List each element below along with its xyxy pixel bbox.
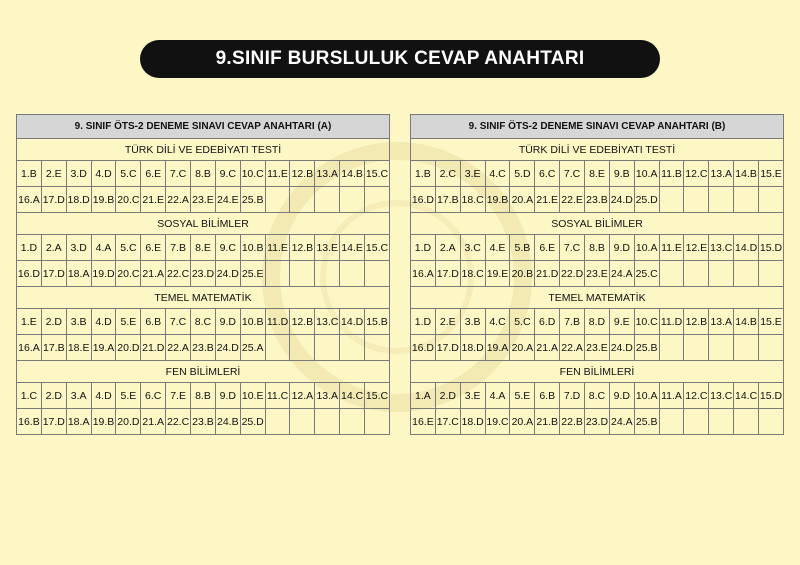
answer-cell: 25.D — [240, 409, 265, 435]
answer-cell: 6.B — [535, 383, 560, 409]
answer-cell: 21.E — [141, 187, 166, 213]
answer-cell: 25.A — [240, 335, 265, 361]
answer-cell: 12.B — [684, 309, 709, 335]
empty-cell — [734, 187, 759, 213]
answer-cell: 2.D — [435, 383, 460, 409]
answer-cell: 17.D — [41, 261, 66, 287]
answer-cell: 24.B — [215, 409, 240, 435]
answer-row — [17, 235, 390, 261]
answer-row — [411, 309, 784, 335]
section-title: SOSYAL BİLİMLER — [411, 213, 784, 235]
answer-cell: 16.E — [411, 409, 436, 435]
answer-cell: 20.C — [116, 261, 141, 287]
answer-cell: 17.C — [435, 409, 460, 435]
answer-cell: 20.D — [116, 335, 141, 361]
answer-cell: 23.B — [191, 409, 216, 435]
section-title: TÜRK DİLİ VE EDEBİYATI TESTİ — [411, 139, 784, 161]
section-title: FEN BİLİMLERİ — [17, 361, 390, 383]
answer-cell: 1.D — [411, 309, 436, 335]
answer-cell: 20.A — [510, 335, 535, 361]
answer-key-a — [16, 114, 390, 435]
answer-cell: 11.E — [265, 235, 290, 261]
answer-cell: 11.E — [659, 235, 684, 261]
answer-cell: 2.E — [435, 309, 460, 335]
answer-cell: 4.A — [485, 383, 510, 409]
answer-cell: 1.A — [411, 383, 436, 409]
answer-cell: 15.C — [365, 235, 390, 261]
empty-cell — [340, 409, 365, 435]
answer-cell: 18.C — [460, 187, 485, 213]
empty-cell — [265, 261, 290, 287]
answer-cell: 14.C — [340, 383, 365, 409]
answer-cell: 14.B — [734, 161, 759, 187]
answer-cell: 3.D — [66, 235, 91, 261]
answer-cell: 8.C — [585, 383, 610, 409]
section-title: TÜRK DİLİ VE EDEBİYATI TESTİ — [17, 139, 390, 161]
answer-cell: 19.C — [485, 409, 510, 435]
answer-cell: 23.B — [191, 335, 216, 361]
answer-cell: 8.B — [191, 383, 216, 409]
answer-row — [17, 261, 390, 287]
answer-cell: 25.E — [240, 261, 265, 287]
answer-cell: 5.C — [116, 235, 141, 261]
answer-cell: 18.E — [66, 335, 91, 361]
empty-cell — [290, 335, 315, 361]
answer-cell: 23.D — [585, 409, 610, 435]
answer-cell: 22.E — [560, 187, 585, 213]
answer-cell: 17.D — [41, 187, 66, 213]
answer-cell: 16.D — [411, 335, 436, 361]
answer-cell: 24.D — [215, 335, 240, 361]
answer-cell: 10.A — [634, 161, 659, 187]
empty-cell — [759, 335, 784, 361]
answer-cell: 10.A — [634, 383, 659, 409]
answer-cell: 3.E — [460, 161, 485, 187]
answer-cell: 22.A — [166, 335, 191, 361]
answer-cell: 8.E — [585, 161, 610, 187]
answer-cell: 5.E — [510, 383, 535, 409]
answer-cell: 24.E — [215, 187, 240, 213]
answer-cell: 12.B — [290, 309, 315, 335]
answer-cell: 4.D — [91, 309, 116, 335]
answer-cell: 7.C — [166, 161, 191, 187]
answer-cell: 16.B — [17, 409, 42, 435]
answer-cell: 24.D — [609, 187, 634, 213]
answer-cell: 22.A — [166, 187, 191, 213]
answer-cell: 15.E — [759, 161, 784, 187]
answer-cell: 13.C — [709, 235, 734, 261]
answer-cell: 5.C — [510, 309, 535, 335]
answer-cell: 22.B — [560, 409, 585, 435]
answer-cell: 4.D — [91, 383, 116, 409]
empty-cell — [265, 187, 290, 213]
answer-cell: 14.C — [734, 383, 759, 409]
answer-cell: 4.D — [91, 161, 116, 187]
answer-cell: 19.A — [91, 335, 116, 361]
answer-cell: 10.C — [634, 309, 659, 335]
answer-cell: 7.D — [560, 383, 585, 409]
answer-cell: 23.D — [191, 261, 216, 287]
answer-key-header: 9. SINIF ÖTS-2 DENEME SINAVI CEVAP ANAHTARI (B) — [411, 115, 784, 139]
answer-cell: 24.A — [609, 261, 634, 287]
answer-cell: 4.A — [91, 235, 116, 261]
answer-cell: 20.A — [510, 409, 535, 435]
answer-cell: 13.A — [315, 383, 340, 409]
answer-cell: 18.D — [66, 187, 91, 213]
answer-cell: 14.E — [340, 235, 365, 261]
answer-cell: 19.E — [485, 261, 510, 287]
answer-cell: 10.B — [240, 309, 265, 335]
answer-cell: 20.C — [116, 187, 141, 213]
answer-cell: 6.E — [141, 161, 166, 187]
answer-cell: 15.B — [365, 309, 390, 335]
answer-cell: 18.D — [460, 409, 485, 435]
empty-cell — [290, 187, 315, 213]
answer-cell: 10.A — [634, 235, 659, 261]
answer-cell: 9.D — [609, 383, 634, 409]
empty-cell — [290, 409, 315, 435]
empty-cell — [709, 261, 734, 287]
answer-cell: 25.B — [634, 335, 659, 361]
answer-cell: 1.B — [411, 161, 436, 187]
answer-cell: 24.D — [609, 335, 634, 361]
answer-row — [17, 309, 390, 335]
answer-row — [411, 161, 784, 187]
answer-row — [17, 409, 390, 435]
answer-cell: 21.B — [535, 409, 560, 435]
empty-cell — [365, 335, 390, 361]
answer-cell: 16.D — [17, 261, 42, 287]
answer-cell: 10.C — [240, 161, 265, 187]
answer-cell: 1.D — [411, 235, 436, 261]
answer-cell: 6.D — [535, 309, 560, 335]
empty-cell — [759, 261, 784, 287]
answer-cell: 20.A — [510, 187, 535, 213]
answer-cell: 11.A — [659, 383, 684, 409]
answer-cell: 3.B — [66, 309, 91, 335]
answer-cell: 1.D — [17, 235, 42, 261]
empty-cell — [734, 335, 759, 361]
answer-row — [411, 261, 784, 287]
answer-cell: 23.E — [585, 261, 610, 287]
answer-cell: 9.C — [215, 161, 240, 187]
answer-cell: 2.C — [435, 161, 460, 187]
answer-cell: 14.D — [734, 235, 759, 261]
answer-cell: 11.C — [265, 383, 290, 409]
answer-cell: 21.D — [141, 335, 166, 361]
answer-cell: 22.D — [560, 261, 585, 287]
answer-cell: 8.E — [191, 235, 216, 261]
answer-cell: 12.C — [684, 161, 709, 187]
answer-cell: 8.B — [191, 161, 216, 187]
answer-cell: 25.D — [634, 187, 659, 213]
answer-cell: 6.C — [535, 161, 560, 187]
answer-cell: 11.B — [659, 161, 684, 187]
answer-cell: 16.A — [411, 261, 436, 287]
answer-row — [17, 161, 390, 187]
answer-cell: 16.A — [17, 187, 42, 213]
answer-cell: 18.A — [66, 409, 91, 435]
empty-cell — [684, 187, 709, 213]
answer-cell: 15.C — [365, 161, 390, 187]
answer-cell: 18.C — [460, 261, 485, 287]
answer-cell: 13.A — [709, 161, 734, 187]
empty-cell — [709, 187, 734, 213]
empty-cell — [659, 187, 684, 213]
answer-cell: 21.E — [535, 187, 560, 213]
answer-cell: 16.D — [411, 187, 436, 213]
answer-cell: 6.C — [141, 383, 166, 409]
empty-cell — [659, 409, 684, 435]
answer-key-header: 9. SINIF ÖTS-2 DENEME SINAVI CEVAP ANAHTARI (A) — [17, 115, 390, 139]
empty-cell — [709, 335, 734, 361]
empty-cell — [684, 335, 709, 361]
answer-cell: 11.D — [265, 309, 290, 335]
answer-cell: 7.C — [560, 161, 585, 187]
answer-cell: 2.E — [41, 161, 66, 187]
empty-cell — [684, 409, 709, 435]
answer-cell: 6.B — [141, 309, 166, 335]
answer-cell: 2.D — [41, 309, 66, 335]
answer-cell: 2.D — [41, 383, 66, 409]
answer-cell: 24.A — [609, 409, 634, 435]
empty-cell — [340, 261, 365, 287]
empty-cell — [265, 409, 290, 435]
answer-row — [411, 187, 784, 213]
answer-cell: 25.B — [240, 187, 265, 213]
empty-cell — [315, 261, 340, 287]
empty-cell — [659, 335, 684, 361]
answer-cell: 1.B — [17, 161, 42, 187]
answer-cell: 3.D — [66, 161, 91, 187]
answer-cell: 13.E — [315, 235, 340, 261]
answer-cell: 14.D — [340, 309, 365, 335]
answer-cell: 13.A — [709, 309, 734, 335]
answer-row — [411, 335, 784, 361]
answer-cell: 10.B — [240, 235, 265, 261]
answer-cell: 7.C — [166, 309, 191, 335]
answer-cell: 13.C — [709, 383, 734, 409]
answer-cell: 15.D — [759, 383, 784, 409]
answer-cell: 7.B — [560, 309, 585, 335]
answer-cell: 11.D — [659, 309, 684, 335]
answer-cell: 2.A — [41, 235, 66, 261]
empty-cell — [734, 409, 759, 435]
answer-cell: 4.E — [485, 235, 510, 261]
answer-cell: 5.B — [510, 235, 535, 261]
answer-cell: 6.E — [141, 235, 166, 261]
answer-cell: 3.B — [460, 309, 485, 335]
answer-cell: 1.C — [17, 383, 42, 409]
empty-cell — [315, 335, 340, 361]
answer-cell: 20.D — [116, 409, 141, 435]
answer-cell: 12.C — [684, 383, 709, 409]
answer-cell: 8.D — [585, 309, 610, 335]
answer-cell: 22.A — [560, 335, 585, 361]
empty-cell — [709, 409, 734, 435]
answer-cell: 6.E — [535, 235, 560, 261]
empty-cell — [365, 409, 390, 435]
answer-cell: 12.A — [290, 383, 315, 409]
answer-row — [411, 235, 784, 261]
answer-cell: 21.D — [535, 261, 560, 287]
answer-cell: 22.C — [166, 409, 191, 435]
answer-cell: 17.B — [435, 187, 460, 213]
section-title: TEMEL MATEMATİK — [411, 287, 784, 309]
answer-cell: 5.E — [116, 309, 141, 335]
answer-cell: 3.E — [460, 383, 485, 409]
answer-row — [17, 335, 390, 361]
answer-cell: 8.C — [191, 309, 216, 335]
answer-cell: 22.C — [166, 261, 191, 287]
answer-cell: 23.E — [191, 187, 216, 213]
empty-cell — [759, 409, 784, 435]
answer-cell: 2.A — [435, 235, 460, 261]
answer-cell: 4.C — [485, 309, 510, 335]
answer-cell: 19.B — [91, 187, 116, 213]
empty-cell — [290, 261, 315, 287]
answer-cell: 9.B — [609, 161, 634, 187]
page-title: 9.SINIF BURSLULUK CEVAP ANAHTARI — [140, 40, 660, 78]
answer-cell: 12.E — [684, 235, 709, 261]
answer-cell: 17.B — [41, 335, 66, 361]
answer-cell: 14.B — [734, 309, 759, 335]
answer-cell: 9.D — [609, 235, 634, 261]
answer-cell: 18.A — [66, 261, 91, 287]
answer-cell: 9.E — [609, 309, 634, 335]
empty-cell — [759, 187, 784, 213]
answer-cell: 4.C — [485, 161, 510, 187]
empty-cell — [365, 261, 390, 287]
section-title: SOSYAL BİLİMLER — [17, 213, 390, 235]
answer-cell: 17.D — [435, 335, 460, 361]
answer-cell: 21.A — [141, 261, 166, 287]
answer-key-b — [410, 114, 784, 435]
answer-cell: 15.D — [759, 235, 784, 261]
answer-cell: 12.B — [290, 161, 315, 187]
answer-cell: 19.B — [91, 409, 116, 435]
answer-cell: 7.B — [166, 235, 191, 261]
answer-row — [17, 187, 390, 213]
answer-cell: 3.C — [460, 235, 485, 261]
empty-cell — [734, 261, 759, 287]
empty-cell — [340, 335, 365, 361]
answer-cell: 19.B — [485, 187, 510, 213]
answer-cell: 18.D — [460, 335, 485, 361]
section-title: FEN BİLİMLERİ — [411, 361, 784, 383]
answer-cell: 14.B — [340, 161, 365, 187]
answer-cell: 19.A — [485, 335, 510, 361]
answer-cell: 3.A — [66, 383, 91, 409]
answer-cell: 5.D — [510, 161, 535, 187]
answer-cell: 8.B — [585, 235, 610, 261]
answer-cell: 23.B — [585, 187, 610, 213]
answer-cell: 25.C — [634, 261, 659, 287]
answer-cell: 15.C — [365, 383, 390, 409]
empty-cell — [315, 409, 340, 435]
answer-cell: 9.D — [215, 309, 240, 335]
answer-cell: 7.E — [166, 383, 191, 409]
answer-cell: 13.C — [315, 309, 340, 335]
answer-cell: 25.B — [634, 409, 659, 435]
answer-cell: 11.E — [265, 161, 290, 187]
answer-cell: 9.C — [215, 235, 240, 261]
answer-cell: 19.D — [91, 261, 116, 287]
answer-cell: 21.A — [141, 409, 166, 435]
answer-row — [411, 409, 784, 435]
answer-cell: 17.D — [435, 261, 460, 287]
answer-cell: 17.D — [41, 409, 66, 435]
empty-cell — [340, 187, 365, 213]
answer-cell: 15.E — [759, 309, 784, 335]
empty-cell — [365, 187, 390, 213]
section-title: TEMEL MATEMATİK — [17, 287, 390, 309]
answer-cell: 7.C — [560, 235, 585, 261]
answer-cell: 21.A — [535, 335, 560, 361]
answer-cell: 24.D — [215, 261, 240, 287]
answer-cell: 5.C — [116, 161, 141, 187]
answer-cell: 23.E — [585, 335, 610, 361]
answer-row — [411, 383, 784, 409]
answer-cell: 13.A — [315, 161, 340, 187]
answer-row — [17, 383, 390, 409]
empty-cell — [684, 261, 709, 287]
answer-cell: 12.B — [290, 235, 315, 261]
answer-cell: 10.E — [240, 383, 265, 409]
empty-cell — [265, 335, 290, 361]
answer-cell: 20.B — [510, 261, 535, 287]
answer-cell: 5.E — [116, 383, 141, 409]
empty-cell — [315, 187, 340, 213]
answer-cell: 16.A — [17, 335, 42, 361]
answer-cell: 1.E — [17, 309, 42, 335]
empty-cell — [659, 261, 684, 287]
answer-cell: 9.D — [215, 383, 240, 409]
